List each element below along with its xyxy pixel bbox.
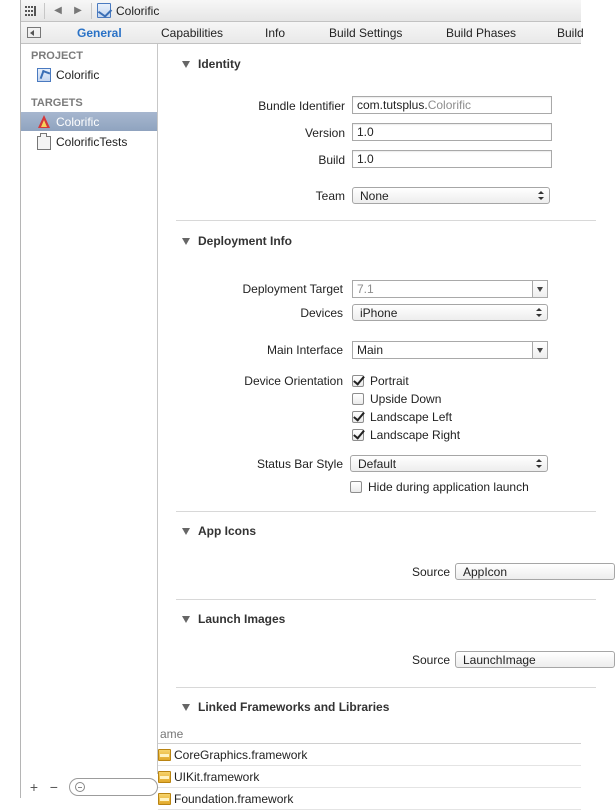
- disclosure-triangle-icon[interactable]: [182, 704, 190, 711]
- deployment-target-combo[interactable]: [352, 280, 548, 298]
- bundle-identifier-product-name: Colorific: [427, 98, 472, 112]
- section-title: Linked Frameworks and Libraries: [198, 700, 390, 714]
- framework-toolbox-icon: [158, 771, 171, 783]
- framework-name: Foundation.framework: [174, 791, 294, 806]
- chevron-down-icon[interactable]: [532, 281, 547, 297]
- popup-arrows-icon: [536, 458, 542, 469]
- framework-name: CoreGraphics.framework: [174, 747, 308, 762]
- framework-toolbox-icon: [158, 749, 171, 761]
- tab-info[interactable]: Info: [265, 26, 286, 40]
- name-column-header: ame: [160, 727, 184, 741]
- launch-images-source-label: Source: [412, 653, 451, 667]
- breadcrumb[interactable]: [97, 3, 159, 18]
- popup-arrows-icon: [536, 307, 542, 318]
- checkbox-checked-icon[interactable]: [352, 375, 364, 387]
- devices-popup-value: iPhone: [360, 306, 398, 320]
- project-editor-window: [20, 0, 584, 806]
- frameworks-table-header[interactable]: [158, 724, 581, 744]
- tab-general[interactable]: General: [77, 26, 122, 40]
- jump-bar: [21, 0, 581, 22]
- tab-capabilities[interactable]: Capabilities: [161, 26, 224, 40]
- project-target-sidebar: [21, 44, 158, 774]
- tab-build-phases[interactable]: Build Phases: [446, 26, 517, 40]
- bundle-identifier-prefix: com.tutsplus.: [357, 98, 428, 112]
- xcode-project-icon: [97, 3, 111, 18]
- deployment-target-value: 7.1: [357, 282, 374, 296]
- status-bar-style-label: Status Bar Style: [256, 457, 343, 471]
- popup-arrows-icon: [538, 190, 544, 201]
- section-title: Identity: [198, 57, 241, 71]
- project-header: PROJECT: [31, 50, 83, 62]
- devices-popup[interactable]: [352, 304, 548, 321]
- editor-tab-bar: [21, 22, 584, 44]
- table-row[interactable]: [158, 788, 581, 810]
- disclosure-triangle-icon[interactable]: [182, 528, 190, 535]
- main-interface-value: Main: [357, 343, 384, 357]
- app-icons-section-header[interactable]: [180, 524, 256, 538]
- main-interface-label: Main Interface: [266, 343, 343, 357]
- version-label: Version: [304, 126, 345, 140]
- build-field[interactable]: 1.0: [352, 150, 552, 168]
- checkbox-label: Hide during application launch: [368, 480, 529, 494]
- section-divider: [176, 687, 596, 688]
- filter-icon: [75, 782, 85, 792]
- orientation-landscape-right-checkbox[interactable]: [352, 428, 460, 442]
- bundle-identifier-field[interactable]: [352, 96, 552, 114]
- table-row[interactable]: [158, 744, 581, 766]
- jump-bar-separator: [44, 3, 45, 19]
- status-bar-style-value: Default: [358, 457, 397, 471]
- orientation-portrait-checkbox[interactable]: [352, 374, 409, 388]
- related-items-grid-icon[interactable]: [21, 0, 41, 22]
- tab-build-rules[interactable]: Build: [557, 26, 584, 40]
- jump-bar-separator: [91, 3, 92, 19]
- table-row[interactable]: [158, 766, 581, 788]
- deployment-info-section-header[interactable]: [180, 234, 292, 248]
- sidebar-bottom-bar: [21, 776, 158, 798]
- targets-header: TARGETS: [31, 97, 83, 109]
- sidebar-item-target-app[interactable]: [21, 112, 157, 131]
- deployment-target-label: Deployment Target: [242, 282, 343, 296]
- sidebar-item-label: Colorific: [56, 67, 100, 82]
- disclosure-triangle-icon[interactable]: [182, 616, 190, 623]
- framework-name: UIKit.framework: [174, 769, 260, 784]
- section-title: Launch Images: [198, 612, 286, 626]
- sidebar-item-target-tests[interactable]: [21, 132, 157, 151]
- disclosure-triangle-icon[interactable]: [182, 61, 190, 68]
- orientation-upside-down-checkbox[interactable]: [352, 392, 441, 406]
- sidebar-item-label: Colorific: [56, 114, 100, 129]
- identity-section-header[interactable]: [180, 57, 241, 71]
- app-icons-source-label: Source: [412, 565, 451, 579]
- sidebar-item-project[interactable]: [21, 65, 157, 84]
- framework-toolbox-icon: [158, 793, 171, 805]
- forward-arrow-icon[interactable]: ▶: [74, 5, 82, 16]
- section-title: App Icons: [198, 524, 257, 538]
- status-bar-style-popup[interactable]: [350, 455, 548, 472]
- launch-images-section-header[interactable]: [180, 612, 285, 626]
- version-field[interactable]: 1.0: [352, 123, 552, 141]
- checkbox-label: Upside Down: [370, 392, 442, 406]
- add-target-button[interactable]: +: [29, 779, 39, 795]
- main-interface-combo[interactable]: [352, 341, 548, 359]
- section-title: Deployment Info: [198, 234, 293, 248]
- test-bundle-icon: [37, 136, 51, 150]
- checkbox-label: Landscape Right: [370, 428, 461, 442]
- back-arrow-icon[interactable]: ◀: [54, 5, 62, 16]
- sidebar-item-label: ColorificTests: [56, 134, 128, 149]
- device-orientation-label: Device Orientation: [244, 374, 343, 388]
- remove-target-button[interactable]: −: [49, 779, 58, 795]
- checkbox-unchecked-icon[interactable]: [352, 393, 364, 405]
- app-icons-source-popup[interactable]: [455, 563, 615, 580]
- linked-frameworks-section-header[interactable]: [180, 700, 389, 714]
- checkbox-label: Landscape Left: [370, 410, 453, 424]
- hide-status-bar-checkbox[interactable]: [350, 480, 529, 494]
- tab-build-settings[interactable]: Build Settings: [329, 26, 403, 40]
- team-popup[interactable]: [352, 187, 550, 204]
- general-settings-pane: [158, 44, 581, 806]
- checkbox-unchecked-icon[interactable]: [350, 481, 362, 493]
- breadcrumb-project-name: Colorific: [116, 3, 160, 18]
- build-label: Build: [318, 153, 345, 167]
- orientation-landscape-left-checkbox[interactable]: [352, 410, 452, 424]
- checkbox-label: Portrait: [370, 374, 409, 388]
- devices-label: Devices: [300, 306, 343, 320]
- app-icons-source-value: AppIcon: [463, 565, 508, 579]
- checkbox-checked-icon[interactable]: [352, 411, 364, 423]
- checkbox-checked-icon[interactable]: [352, 429, 364, 441]
- section-divider: [176, 599, 596, 600]
- sidebar-filter-field[interactable]: [69, 778, 158, 796]
- section-divider: [176, 511, 596, 512]
- disclosure-triangle-icon[interactable]: [182, 238, 190, 245]
- xcode-project-icon: [37, 68, 51, 82]
- team-popup-value: None: [360, 189, 389, 203]
- chevron-down-icon[interactable]: [532, 342, 547, 358]
- launch-images-source-value: LaunchImage: [463, 653, 536, 667]
- show-navigator-toggle-icon[interactable]: [27, 27, 41, 38]
- section-divider: [176, 220, 596, 221]
- bundle-identifier-label: Bundle Identifier: [258, 99, 345, 113]
- app-target-icon: [37, 115, 51, 129]
- team-label: Team: [315, 189, 345, 203]
- launch-images-source-popup[interactable]: [455, 651, 615, 668]
